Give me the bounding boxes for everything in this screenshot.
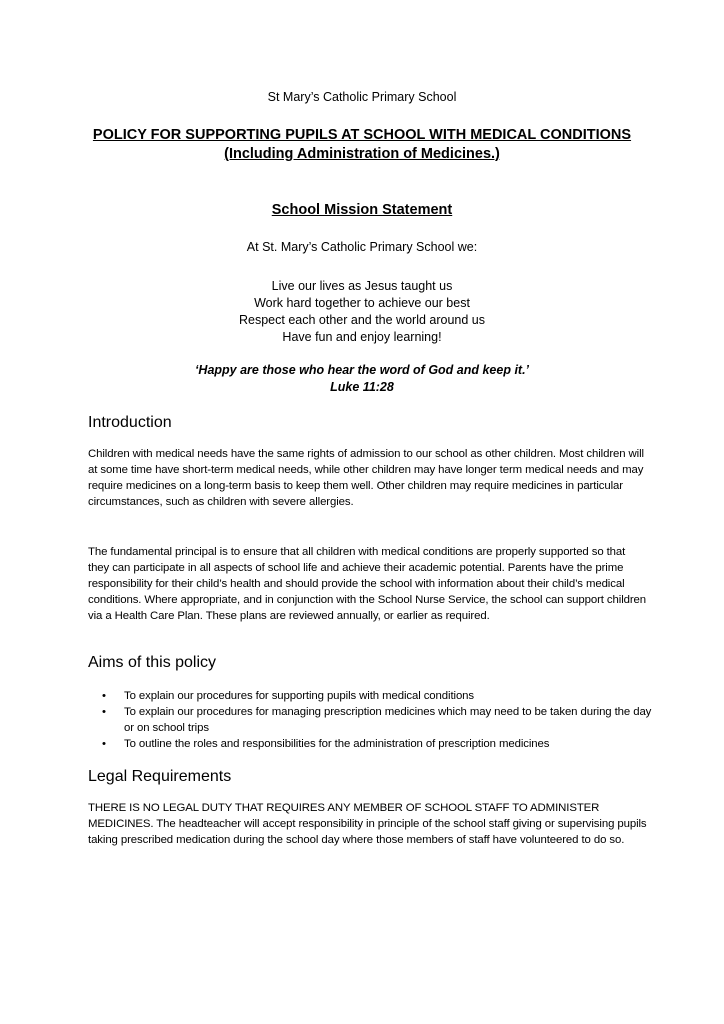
aims-list — [100, 688, 660, 752]
list-item — [100, 688, 660, 704]
aims-heading: Aims of this policy — [88, 654, 217, 671]
mission-heading: School Mission Statement — [271, 202, 453, 218]
introduction-paragraph-1: Children with medical needs have the same rights of admission to our school as other children. Most children will at some time have short-term medical needs, while other children may have longer term medical needs and may require medicines on a long-term basis to keep them well. Other children may require medicines in particular circumstances, such as children with severe allergies. — [88, 448, 644, 508]
introduction-heading: Introduction — [88, 414, 172, 431]
legal-heading: Legal Requirements — [88, 768, 232, 785]
mission-line: Have fun and enjoy learning! — [282, 330, 442, 344]
mission-line: Live our lives as Jesus taught us — [271, 279, 453, 293]
list-item — [100, 704, 660, 736]
scripture-quote — [0, 362, 724, 396]
mission-lines — [0, 278, 724, 346]
policy-title — [0, 126, 724, 164]
bullet-icon: • — [102, 706, 106, 718]
list-item-text: To explain our procedures for managing prescription medicines which may need to be taken during the day or on school trips — [124, 706, 652, 734]
mission-line: Work hard together to achieve our best — [254, 296, 470, 310]
list-item-text: To outline the roles and responsibilities for the administration of prescription medicines — [124, 738, 550, 750]
bullet-icon: • — [102, 738, 106, 750]
introduction-paragraph-2: The fundamental principal is to ensure that all children with medical conditions are properly supported so that they can participate in all aspects of school life and achieve their academic potential. Parents have the prime responsibility for their child’s health and should provide the school with information about their child’s medical conditions. Where appropriate, and in conjunction with the School Nurse Service, the school can support children via a Health Care Plan. These plans are reviewed annually, or earlier as required. — [88, 546, 647, 622]
quote-reference: Luke 11:28 — [330, 380, 394, 394]
list-item-text: To explain our procedures for supporting pupils with medical conditions — [124, 690, 475, 702]
list-item — [100, 736, 660, 752]
mission-line: Respect each other and the world around us — [239, 313, 485, 327]
bullet-icon: • — [102, 690, 106, 702]
policy-title-line-1: POLICY FOR SUPPORTING PUPILS AT SCHOOL WITH MEDICAL CONDITIONS — [92, 127, 632, 143]
mission-intro: At St. Mary’s Catholic Primary School we: — [246, 240, 478, 254]
policy-title-line-2: (Including Administration of Medicines.) — [224, 146, 500, 162]
school-name: St Mary’s Catholic Primary School — [267, 90, 457, 104]
legal-paragraph: THERE IS NO LEGAL DUTY THAT REQUIRES ANY MEMBER OF SCHOOL STAFF TO ADMINISTER MEDICINES. The headteacher will accept responsibility in principle of the school staff giving or supervising pupils taking prescribed medication during the school day where those members of staff have volunteered to do so. — [88, 802, 647, 846]
quote-text: ‘Happy are those who hear the word of God and keep it.’ — [194, 363, 530, 377]
